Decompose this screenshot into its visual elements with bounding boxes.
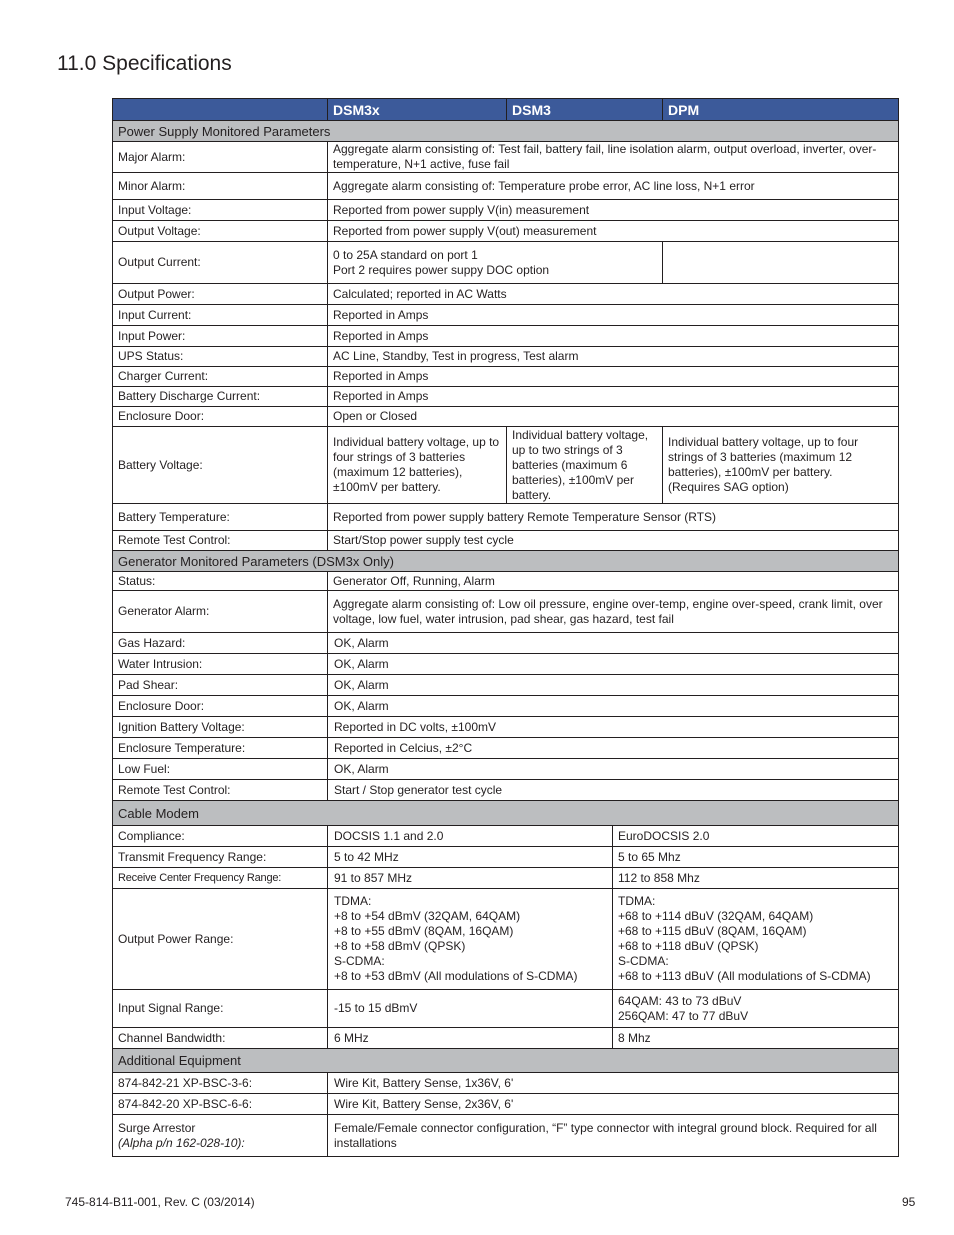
table-row [113,780,899,801]
row-value-docsis: DOCSIS 1.1 and 2.0 [328,826,613,847]
table-row [113,221,899,242]
row-value: Reported in Amps [328,305,899,326]
row-label: Battery Voltage: [113,427,328,504]
specifications-table [112,98,899,1157]
table-row [113,696,899,717]
table-row [113,847,899,868]
row-value-dpm: Individual battery voltage, up to four strings of 3 batteries (maximum 12 batteries), ±100mV per battery. (Requires SAG option) [663,427,899,504]
row-value: Reported from power supply battery Remote Temperature Sensor (RTS) [328,504,899,531]
row-value: Start / Stop generator test cycle [328,780,899,801]
row-value: Reported in Amps [328,387,899,407]
table-row [113,200,899,221]
page-title: 11.0 Specifications [57,52,232,75]
row-label: Generator Alarm: [113,591,328,633]
table-row [113,305,899,326]
row-value: Generator Off, Running, Alarm [328,572,899,591]
section-cable-modem: Cable Modem [113,801,899,826]
row-value: Reported from power supply V(in) measurement [328,200,899,221]
row-value-docsis: 91 to 857 MHz [328,868,613,889]
row-value: Calculated; reported in AC Watts [328,284,899,305]
table-row [113,738,899,759]
row-label: Output Power: [113,284,328,305]
header-dpm: DPM [663,99,899,121]
table-row [113,572,899,591]
row-value: Open or Closed [328,407,899,427]
table-row [113,1028,899,1049]
row-value: OK, Alarm [328,654,899,675]
row-label: Major Alarm: [113,142,328,173]
table-header-row [113,99,899,121]
row-value: Reported in DC volts, ±100mV [328,717,899,738]
row-value: OK, Alarm [328,633,899,654]
row-value-eurodocsis: 64QAM: 43 to 73 dBuV 256QAM: 47 to 77 dBuV [613,990,899,1028]
section-row [113,1049,899,1073]
table-row [113,387,899,407]
table-row [113,242,899,284]
table-row [113,826,899,847]
row-label: Output Power Range: [113,889,328,990]
table-row [113,675,899,696]
table-row [113,717,899,738]
table-row [113,326,899,347]
footer-page-number: 95 [902,1195,916,1209]
table-row [113,427,899,504]
header-dsm3: DSM3 [507,99,663,121]
section-power-supply: Power Supply Monitored Parameters [113,121,899,142]
table-row [113,990,899,1028]
row-label: Channel Bandwidth: [113,1028,328,1049]
surge-arrestor-part-number: (Alpha p/n 162-028-10): [118,1135,245,1150]
row-value: Aggregate alarm consisting of: Temperature probe error, AC line loss, N+1 error [328,173,899,200]
row-label: Ignition Battery Voltage: [113,717,328,738]
row-label: Water Intrusion: [113,654,328,675]
row-value: Reported in Amps [328,367,899,387]
row-label: Minor Alarm: [113,173,328,200]
row-value: OK, Alarm [328,696,899,717]
row-value: Aggregate alarm consisting of: Low oil pressure, engine over-temp, engine over-speed, crank limit, over voltage, low fuel, water intrusion, pad shear, gas hazard, test fail [328,591,899,633]
table-row [113,654,899,675]
footer-document-number: 745-814-B11-001, Rev. C (03/2014) [65,1195,255,1209]
row-value: Start/Stop power supply test cycle [328,531,899,551]
row-value-eurodocsis: EuroDOCSIS 2.0 [613,826,899,847]
table-row [113,173,899,200]
table-row [113,591,899,633]
row-label: UPS Status: [113,347,328,367]
table-row [113,1073,899,1094]
row-value-eurodocsis: 112 to 858 Mhz [613,868,899,889]
row-value-docsis: 5 to 42 MHz [328,847,613,868]
row-label: Remote Test Control: [113,780,328,801]
table-row [113,142,899,173]
row-label: Charger Current: [113,367,328,387]
row-value: Reported in Amps [328,326,899,347]
row-value-eurodocsis: TDMA: +68 to +114 dBuV (32QAM, 64QAM) +68 to +115 dBuV (8QAM, 16QAM) +68 to +118 dBuV (QPSK) S-CDMA: +68 to +113 dBuV (All modulations of S-CDMA) [613,889,899,990]
section-generator: Generator Monitored Parameters (DSM3x Only) [113,551,899,572]
table-row [113,868,899,889]
row-label: Receive Center Frequency Range: [113,868,328,889]
table-row [113,633,899,654]
row-value-dsm3: Individual battery voltage, up to two strings of 3 batteries (maximum 6 batteries), ±100mV per battery. [507,427,663,504]
section-row [113,801,899,826]
row-label-surge [113,1115,328,1157]
table-row [113,407,899,427]
row-label: Pad Shear: [113,675,328,696]
row-label: 874-842-20 XP-BSC-6-6: [113,1094,328,1115]
row-label: Battery Temperature: [113,504,328,531]
row-value-docsis: -15 to 15 dBmV [328,990,613,1028]
row-value: OK, Alarm [328,675,899,696]
table-row [113,284,899,305]
row-value: Wire Kit, Battery Sense, 2x36V, 6' [328,1094,899,1115]
table-row [113,347,899,367]
row-label: Enclosure Door: [113,696,328,717]
row-value-eurodocsis: 8 Mhz [613,1028,899,1049]
row-value: OK, Alarm [328,759,899,780]
row-label: Output Current: [113,242,328,284]
table-row [113,889,899,990]
table-row [113,504,899,531]
section-row [113,121,899,142]
row-label: Transmit Frequency Range: [113,847,328,868]
row-label: Low Fuel: [113,759,328,780]
table-row [113,759,899,780]
row-value: Aggregate alarm consisting of: Test fail, battery fail, line isolation alarm, output overload, inverter, over-temperature, N+1 active, fuse fail [328,142,899,173]
row-label: Output Voltage: [113,221,328,242]
header-blank-cell [113,99,328,121]
row-value-docsis: 6 MHz [328,1028,613,1049]
row-value-dsm3x: Individual battery voltage, up to four strings of 3 batteries (maximum 12 batteries), ±100mV per battery. [328,427,507,504]
row-value: Female/Female connector configuration, “F” type connector with integral ground block. Required for all installations [328,1115,899,1157]
table-row [113,531,899,551]
row-value-docsis: TDMA: +8 to +54 dBmV (32QAM, 64QAM) +8 to +55 dBmV (8QAM, 16QAM) +8 to +58 dBmV (QPSK) S-CDMA: +8 to +53 dBmV (All modulations of S-CDMA) [328,889,613,990]
row-label: Enclosure Temperature: [113,738,328,759]
row-label: Gas Hazard: [113,633,328,654]
row-value: Wire Kit, Battery Sense, 1x36V, 6' [328,1073,899,1094]
row-label: Input Power: [113,326,328,347]
table-row [113,1094,899,1115]
row-value: Reported from power supply V(out) measurement [328,221,899,242]
surge-arrestor-label: Surge Arrestor [118,1120,196,1135]
row-label: Remote Test Control: [113,531,328,551]
section-additional-equipment: Additional Equipment [113,1049,899,1073]
table-row [113,1115,899,1157]
row-value: 0 to 25A standard on port 1 Port 2 requires power suppy DOC option [328,242,663,284]
row-value: Reported in Celcius, ±2°C [328,738,899,759]
row-label: Input Current: [113,305,328,326]
row-label: Battery Discharge Current: [113,387,328,407]
row-value-dpm [663,242,899,284]
header-dsm3x: DSM3x [328,99,507,121]
row-label: Compliance: [113,826,328,847]
row-value: AC Line, Standby, Test in progress, Test alarm [328,347,899,367]
row-label: Status: [113,572,328,591]
row-value-eurodocsis: 5 to 65 Mhz [613,847,899,868]
row-label: 874-842-21 XP-BSC-3-6: [113,1073,328,1094]
row-label: Enclosure Door: [113,407,328,427]
section-row [113,551,899,572]
row-label: Input Voltage: [113,200,328,221]
row-label: Input Signal Range: [113,990,328,1028]
table-row [113,367,899,387]
